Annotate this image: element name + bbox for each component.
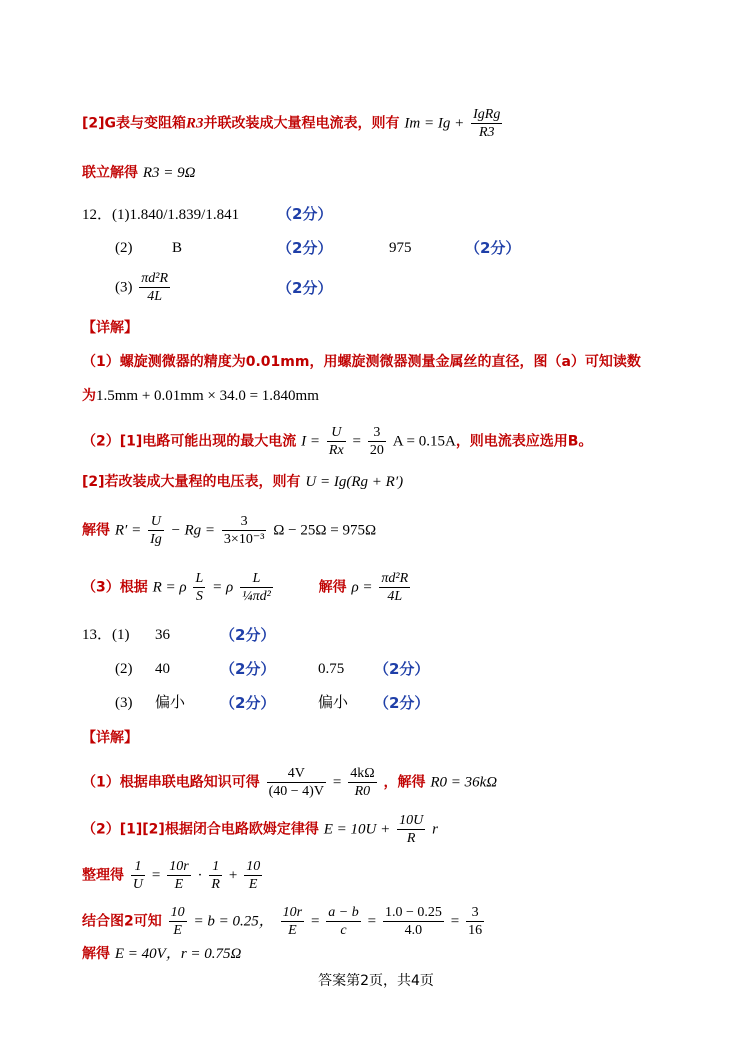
text: 联立解得	[82, 165, 138, 181]
denominator: R	[211, 877, 220, 892]
answer-12-1	[82, 204, 239, 225]
text-line	[82, 904, 486, 939]
numerator: L	[195, 571, 204, 586]
fraction	[193, 570, 205, 605]
text-line	[82, 570, 412, 605]
label: 13．(1)	[82, 627, 130, 643]
fraction	[169, 904, 187, 939]
numerator: IgRg	[473, 107, 501, 122]
denominator: E	[288, 923, 297, 938]
text: 为	[82, 388, 96, 404]
denominator: 3×10⁻³	[223, 532, 265, 547]
text: （2）[1][2]根据闭合电路欧姆定律得	[82, 821, 319, 838]
numerator: 3	[466, 904, 484, 922]
denominator: R	[406, 831, 416, 846]
page-footer: 答案第2页，共4页	[318, 973, 434, 989]
fraction	[471, 106, 502, 141]
text-line	[82, 386, 319, 406]
text: （2）[1]电路可能出现的最大电流	[82, 433, 297, 450]
text: ，解得	[383, 774, 426, 791]
numerator: 10r	[169, 859, 189, 874]
fraction	[327, 424, 346, 459]
denominator: E	[248, 877, 258, 892]
text-line	[82, 944, 241, 964]
numerator: 1	[131, 858, 145, 876]
fraction	[368, 424, 386, 459]
numerator: U	[148, 513, 164, 531]
text-line	[82, 424, 592, 459]
label: (2)	[115, 661, 133, 677]
numerator: 4kΩ	[350, 766, 375, 781]
math: r	[432, 821, 438, 838]
fraction	[222, 513, 266, 548]
denominator: S	[195, 589, 203, 604]
math: =	[367, 913, 377, 930]
text-line: （1）螺旋测微器的精度为0.01mm，用螺旋测微器测量金属丝的直径，图（a）可知读数	[82, 354, 641, 370]
text-line	[82, 513, 376, 548]
text: [2]若改装成大量程的电压表，则有	[82, 474, 301, 490]
answer-value: 偏小	[155, 695, 186, 711]
math: =	[332, 774, 342, 791]
math: =	[450, 913, 460, 930]
math: =	[310, 913, 320, 930]
math: U = Ig(Rg + R′)	[305, 474, 404, 490]
denominator: 4.0	[404, 923, 423, 938]
denominator: Ig	[150, 532, 162, 547]
numerator: 10	[246, 859, 261, 874]
numerator: 10r	[282, 905, 303, 920]
answer-value: 40	[155, 661, 170, 677]
score-badge: （2分）	[374, 660, 430, 678]
fraction	[326, 904, 360, 939]
answer-value: 36	[155, 627, 170, 643]
text-line	[82, 858, 264, 893]
denominator: R3	[478, 125, 495, 140]
text: 解得	[82, 946, 110, 962]
answer-value: B	[172, 240, 183, 256]
math: R′ =	[114, 522, 142, 539]
denominator: 4L	[387, 589, 403, 604]
math: I =	[301, 433, 321, 450]
denominator: Rx	[328, 443, 344, 458]
label: 12．(1)1.840/1.839/1.841	[82, 207, 240, 223]
math: = b = 0.25，	[193, 913, 274, 930]
answer-value: 偏小	[318, 695, 349, 711]
numerator: 10U	[399, 813, 424, 828]
numerator: 3	[368, 424, 386, 442]
denominator: E	[173, 923, 182, 938]
numerator: 1	[209, 858, 222, 876]
denominator: 4L	[147, 289, 163, 304]
numerator: 3	[222, 513, 266, 531]
score-badge: （2分）	[220, 694, 276, 712]
math: +	[228, 867, 238, 884]
math: 1.5mm + 0.01mm × 34.0 = 1.840mm	[96, 388, 319, 404]
numerator: 10	[170, 905, 185, 920]
math: R = ρ	[152, 579, 187, 596]
fraction	[167, 858, 190, 893]
fraction	[281, 904, 304, 939]
math: ·	[197, 867, 203, 884]
text-line	[82, 472, 403, 492]
answer-value: 975	[389, 240, 412, 256]
numerator: πd²R	[141, 271, 169, 286]
math: Im = Ig +	[404, 115, 465, 132]
numerator: U	[327, 424, 346, 442]
text: 整理得	[82, 867, 124, 884]
text: 结合图2可知	[82, 913, 162, 930]
score-badge: （2分）	[277, 205, 333, 223]
text-line	[82, 106, 504, 141]
math: =	[151, 867, 161, 884]
denominator: ¼πd²	[242, 589, 271, 604]
text: ，则电流表应选用B。	[455, 433, 593, 450]
score-badge: （2分）	[277, 279, 333, 297]
math: Ω − 25Ω = 975Ω	[273, 522, 377, 539]
denominator: 16	[468, 923, 483, 938]
math: E = 10U +	[323, 821, 391, 838]
fraction	[348, 765, 376, 800]
text: （3）根据	[82, 579, 148, 596]
section-title: 【详解】	[82, 730, 138, 746]
math: A = 0.15A	[392, 433, 456, 450]
text: 解得	[318, 579, 347, 596]
fraction	[397, 812, 425, 847]
math: R0 = 36kΩ	[430, 774, 498, 791]
numerator: a − b	[328, 905, 359, 920]
fraction	[379, 570, 410, 605]
score-badge: （2分）	[277, 239, 333, 257]
section-title: 【详解】	[82, 320, 138, 336]
fraction	[209, 858, 222, 893]
answer-value: 0.75	[318, 661, 345, 677]
text: （1）根据串联电路知识可得	[82, 774, 260, 791]
numerator: 1.0 − 0.25	[384, 905, 442, 920]
fraction	[131, 858, 145, 893]
numerator: πd²R	[381, 571, 409, 586]
text: [2]G表与变阻箱	[82, 115, 187, 132]
math: =	[352, 433, 362, 450]
fraction	[466, 904, 484, 939]
math: = ρ	[212, 579, 234, 596]
math: ρ =	[351, 579, 373, 596]
fraction	[267, 765, 326, 800]
score-badge: （2分）	[465, 239, 521, 257]
fraction	[383, 904, 444, 939]
text-line	[82, 163, 196, 183]
fraction	[148, 513, 164, 548]
denominator: c	[340, 923, 347, 938]
label: (2)	[115, 240, 133, 256]
denominator: E	[174, 877, 184, 892]
fraction	[244, 858, 262, 893]
math: R3 = 9Ω	[142, 165, 196, 181]
score-badge: （2分）	[374, 694, 430, 712]
numerator: L	[240, 570, 273, 588]
text: 并联改装成大量程电流表，则有	[203, 115, 400, 132]
text-line	[82, 812, 438, 847]
math: − Rg =	[170, 522, 216, 539]
fraction	[139, 270, 170, 305]
math: R3	[186, 115, 204, 132]
denominator: 20	[369, 443, 384, 458]
label: (3)	[115, 279, 133, 296]
text-line	[82, 765, 497, 800]
denominator: U	[132, 877, 143, 892]
math: E = 40V，r = 0.75Ω	[114, 946, 242, 962]
denominator: (40 − 4)V	[268, 784, 324, 799]
score-badge: （2分）	[220, 660, 276, 678]
fraction	[240, 570, 273, 605]
text: 解得	[82, 522, 110, 539]
answer-12-3	[115, 270, 172, 305]
denominator: R0	[354, 784, 371, 799]
numerator: 4V	[267, 765, 326, 783]
score-badge: （2分）	[220, 626, 276, 644]
label: (3)	[115, 695, 133, 711]
